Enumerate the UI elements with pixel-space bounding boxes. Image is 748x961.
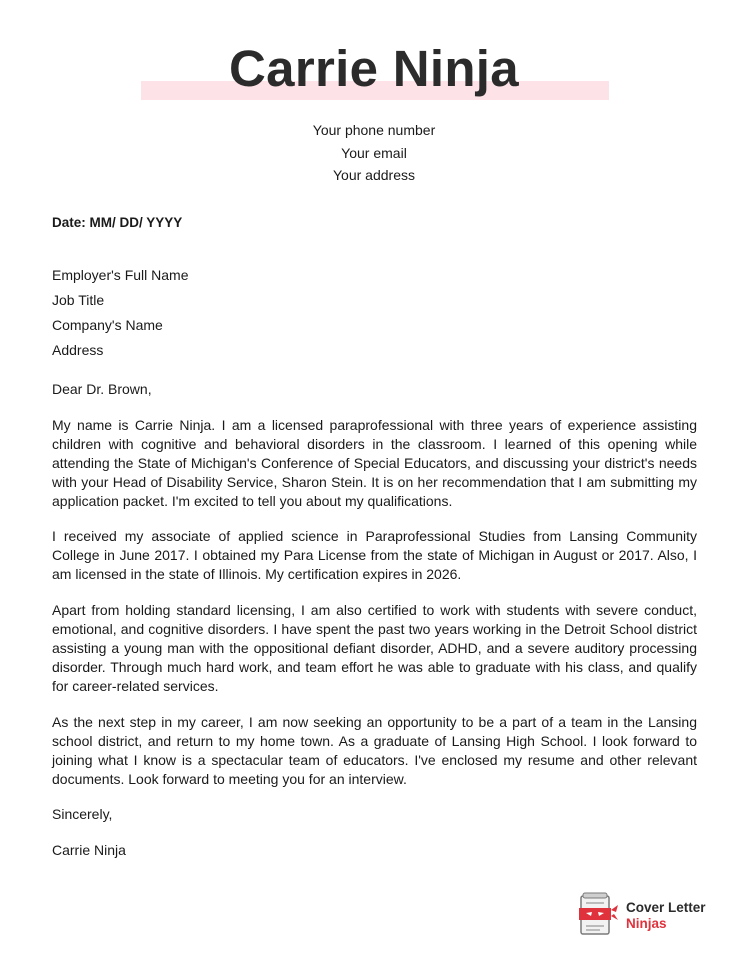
ninja-mascot-icon [575,890,619,938]
recipient-address: Address [52,342,104,358]
contact-address: Your address [333,167,415,183]
contact-email: Your email [341,144,407,161]
body-paragraph-4: As the next step in my career, I am now seeking an opportunity to be a part of a team in the Lansing school district, and return to my home town. As a graduate of Lansing High School. I look forward to joining what I know is a spectacular team of educators. I've enclosed my resume and other relevant documents. Look forward to meeting you for an interview. [52,714,697,787]
recipient-company: Company's Name [52,317,163,333]
logo-line-1: Cover Letter [626,900,706,915]
applicant-name: Carrie Ninja [229,40,519,97]
recipient-name: Employer's Full Name [52,267,189,283]
logo-line-2: Ninjas [626,916,667,931]
body-paragraph-1: My name is Carrie Ninja. I am a licensed paraprofessional with three years of experience assisting children with cognitive and behavioral disorders in the classroom. I learned of this opening while attending the State of Michigan's Conference of Special Educators, and discussing your district's needs with your Head of Disability Service, Sharon Stein. It is on her recommendation that I am submitting my application packet. I'm excited to tell you about my qualifications. [52,417,697,509]
closing: Sincerely, [52,806,113,822]
recipient-block [52,263,189,363]
logo-wordmark [626,900,706,932]
salutation: Dear Dr. Brown, [52,381,152,397]
body-paragraph-3: Apart from holding standard licensing, I am also certified to work with students with severe conduct, emotional, and cognitive disorders. I have spent the past two years working in the Detroit School district assisting a young man with the oppositional defiant disorder, ADHD, and a severe auditory processing disorder. Through much hard work, and team effort he was able to graduate with his class, and qualify for career-related services. [52,602,697,694]
signature-name: Carrie Ninja [52,842,126,858]
contact-phone: Your phone number [312,122,436,138]
contact-block [0,119,748,187]
cover-letter-ninjas-logo [575,890,715,938]
body-paragraph-2: I received my associate of applied science in Paraprofessional Studies from Lansing Community College in June 2017. I obtained my Para License from the state of Michigan in August or 2017. Also, I am licensed in the state of Illinois. My certification expires in 2026. [52,528,697,582]
recipient-title: Job Title [52,292,105,308]
name-header [0,40,748,104]
letter-date: Date: MM/ DD/ YYYY [52,215,183,230]
